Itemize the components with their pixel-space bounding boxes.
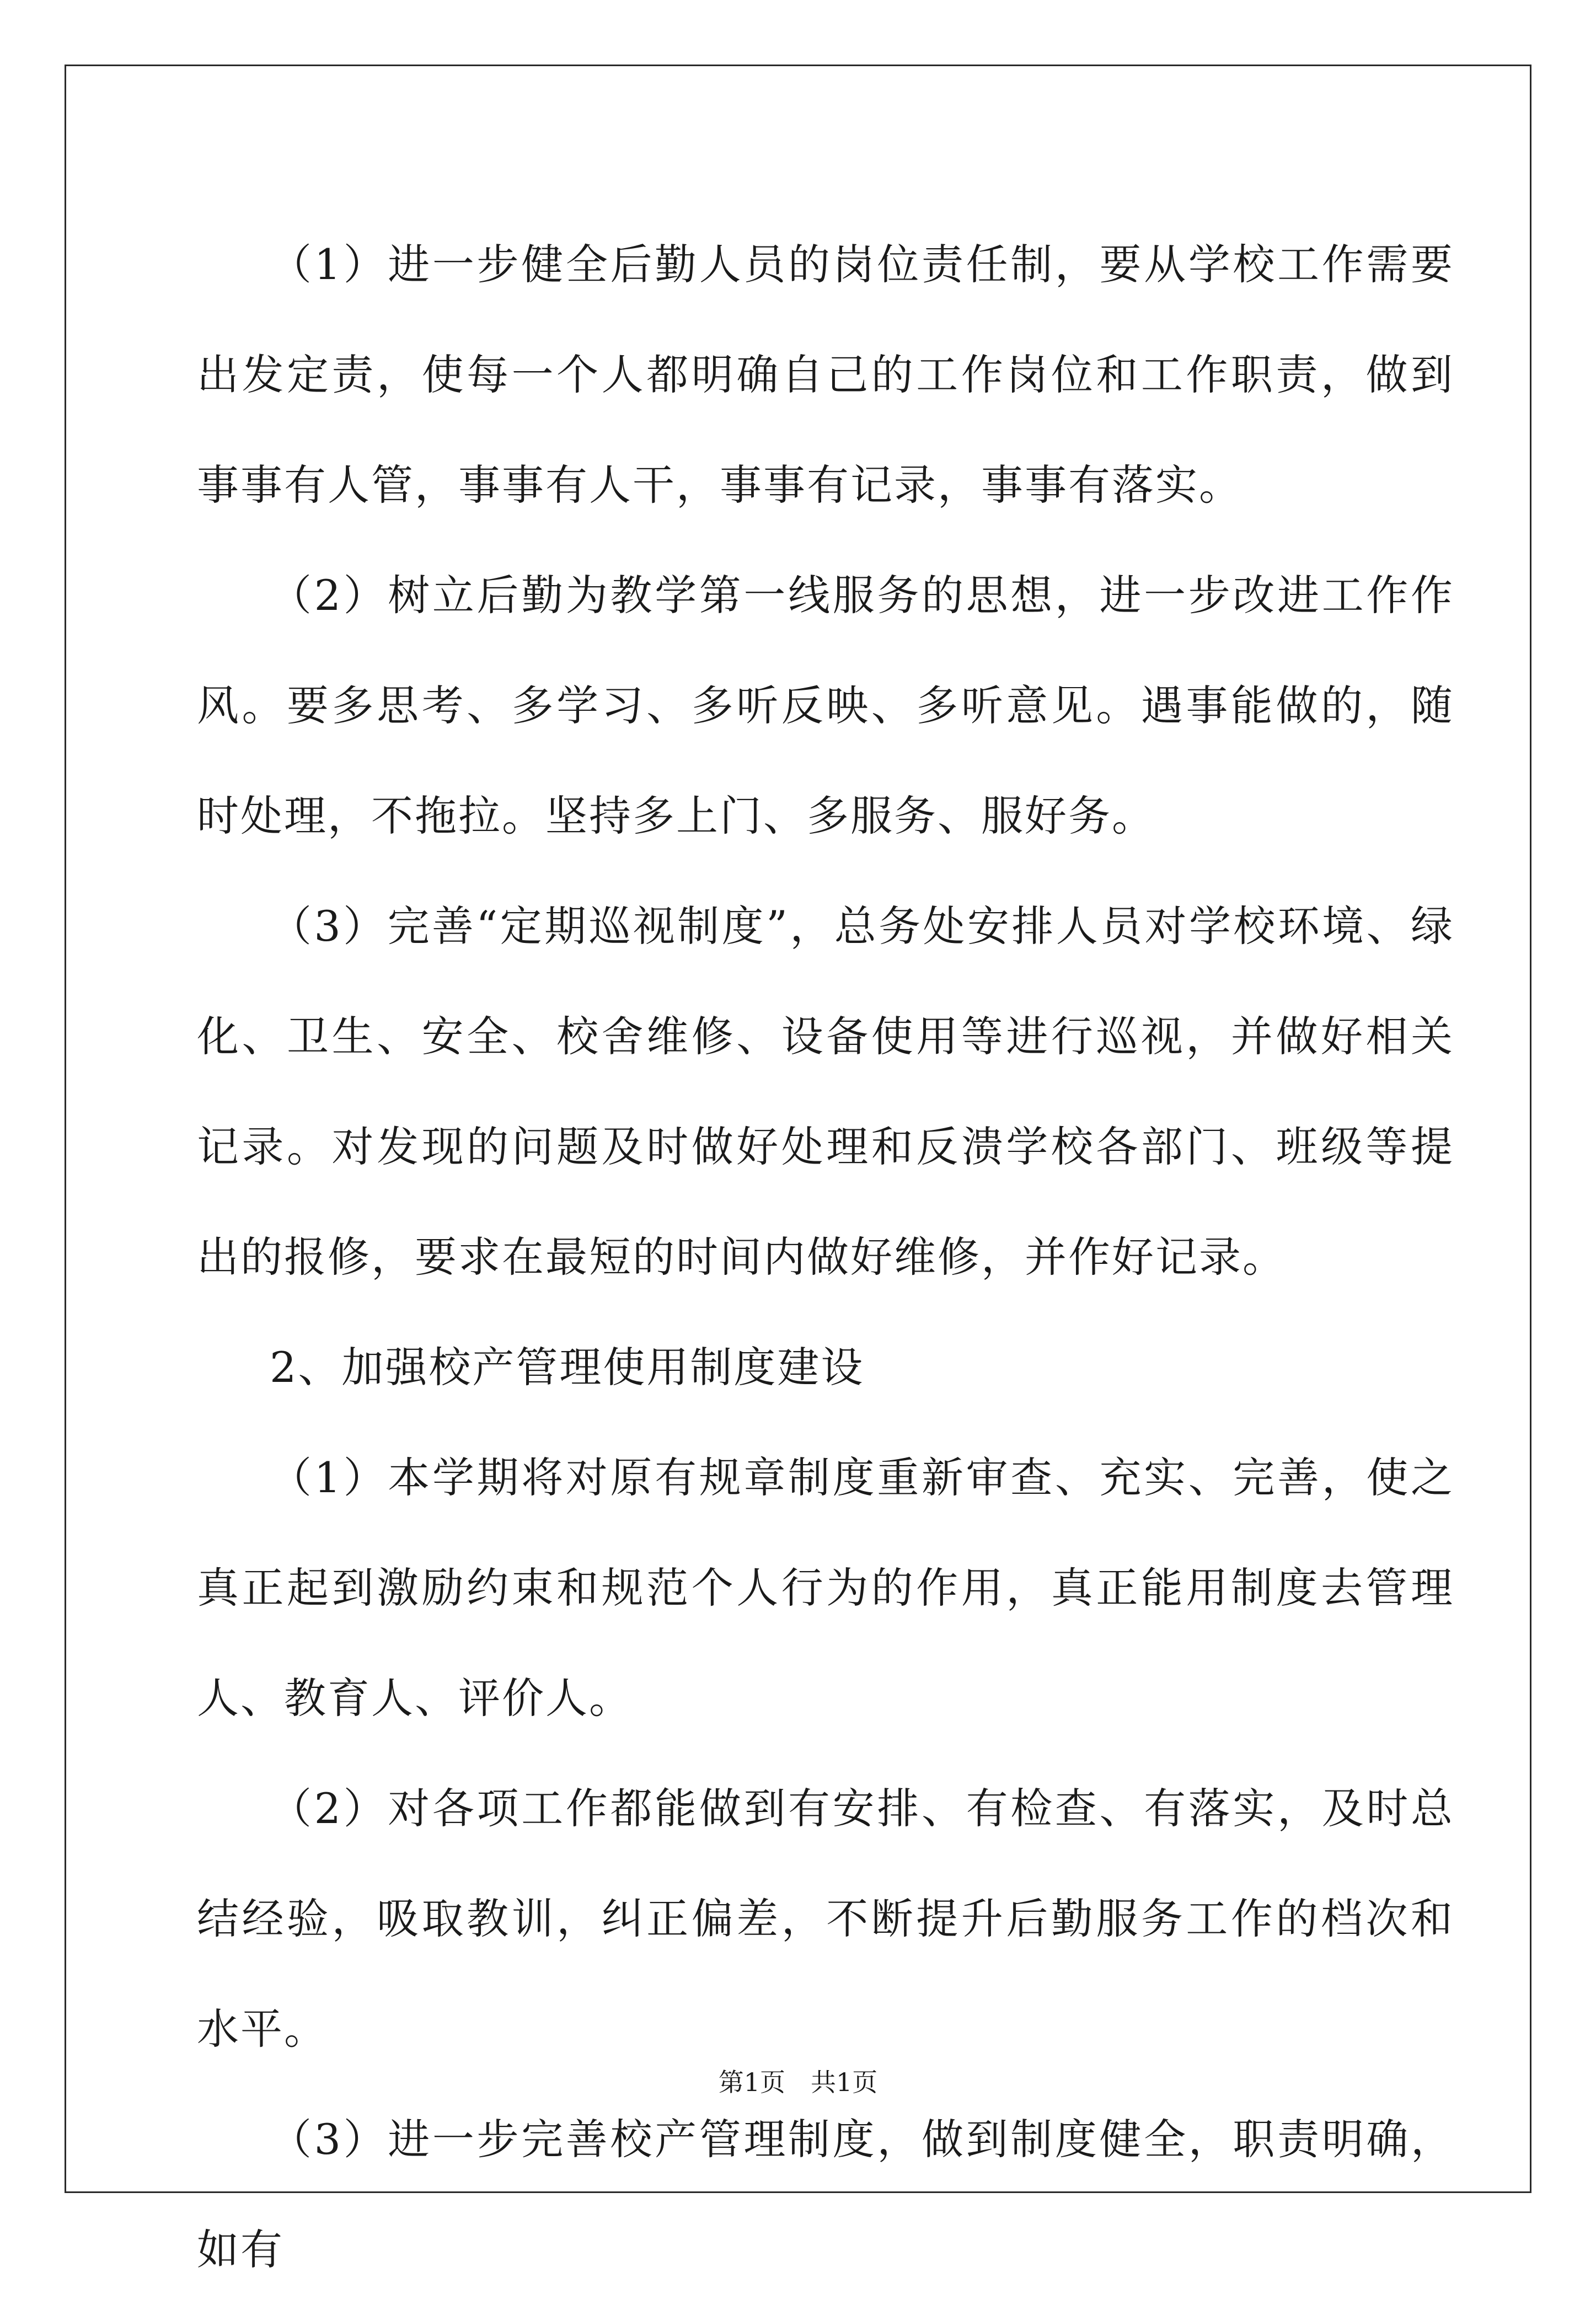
paragraph-1: （1）进一步健全后勤人员的岗位责任制，要从学校工作需要出发定责，使每一个人都明确自己的工作岗位和工作职责，做到事事有人管，事事有人干，事事有记录，事事有落实。	[197, 240, 1454, 510]
section-heading: 2、加强校产管理使用制度建设	[270, 1343, 865, 1392]
page-footer: 第1页 共1页	[718, 2067, 878, 2097]
paragraph-6: （3）进一步完善校产管理制度，做到制度健全，职责明确，如有	[197, 2115, 1454, 2274]
paragraph-4: （1）本学期将对原有规章制度重新审查、充实、完善，使之真正起到激励约束和规范个人行为的作用，真正能用制度去管理人、教育人、评价人。	[197, 1453, 1454, 1723]
paragraph-2: （2）树立后勤为教学第一线服务的思想，进一步改进工作作风。要多思考、多学习、多听反映、多听意见。遇事能做的，随时处理，不拖拉。坚持多上门、多服务、服好务。	[197, 571, 1454, 840]
document-body	[197, 210, 1454, 2305]
paragraph-5: （2）对各项工作都能做到有安排、有检查、有落实，及时总结经验，吸取教训，纠正偏差，不断提升后勤服务工作的档次和水平。	[197, 1784, 1454, 2054]
paragraph-3: （3）完善“定期巡视制度”，总务处安排人员对学校环境、绿化、卫生、安全、校舍维修、设备使用等进行巡视，并做好相关记录。对发现的问题及时做好处理和反溃学校各部门、班级等提出的报修，要求在最短的时间内做好维修，并作好记录。	[197, 902, 1454, 1282]
